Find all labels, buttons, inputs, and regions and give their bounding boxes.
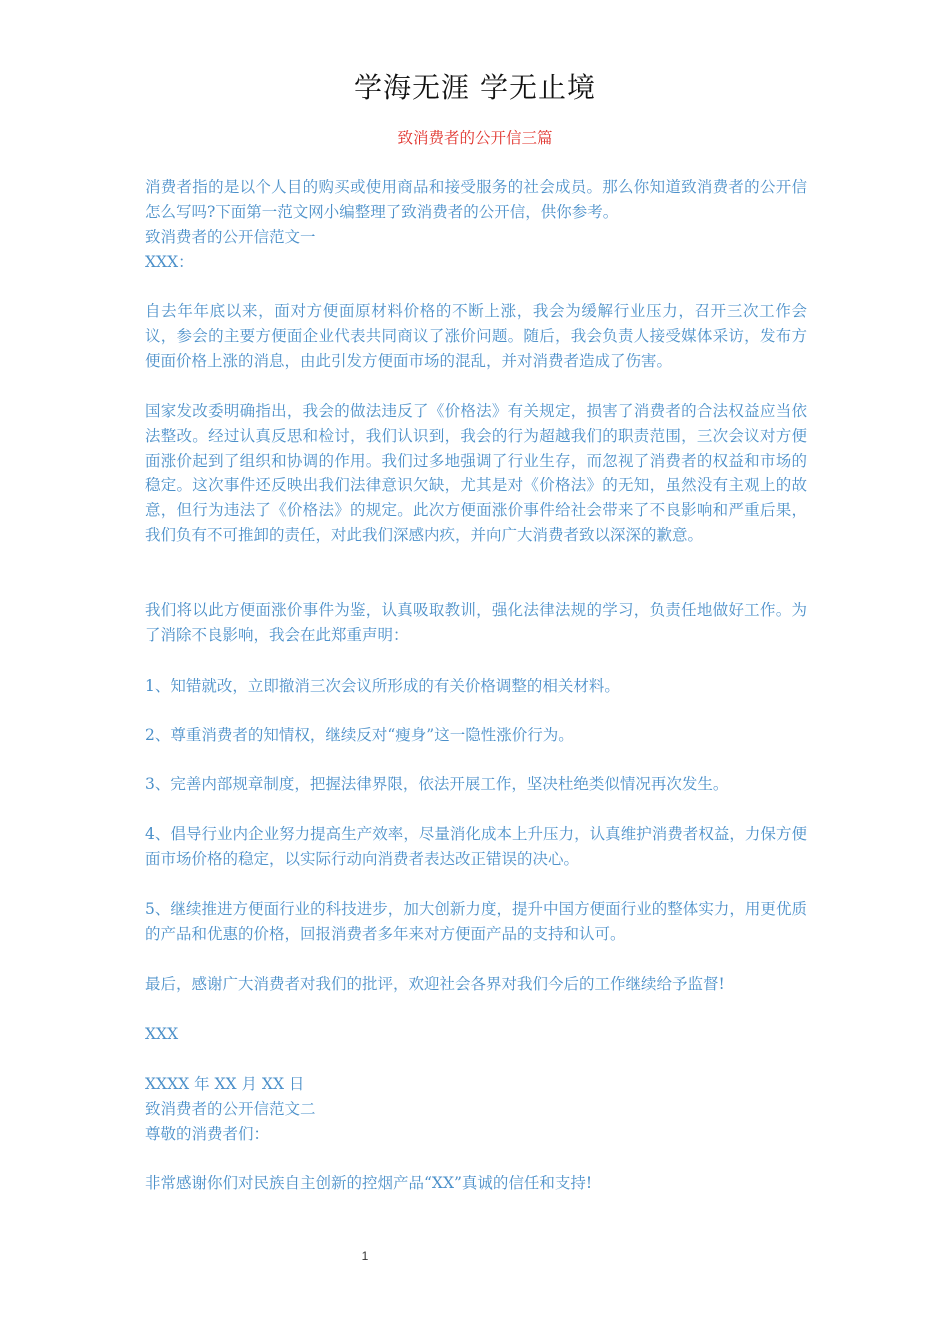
letter1-closing: 最后，感谢广大消费者对我们的批评，欢迎社会各界对我们今后的工作继续给予监督! [145,975,725,993]
sample2-title: 致消费者的公开信范文二 [145,1100,316,1118]
letter1-paragraph-3: 我们将以此方便面涨价事件为鉴，认真吸取教训，强化法律法规的学习，负责任地做好工作。为了消除不良影响，我会在此郑重声明： [145,601,807,644]
list-item-5: 5、继续推进方便面行业的科技进步，加大创新力度，提升中国方便面行业的整体实力，用更优质的产品和优惠的价格，回报消费者多年来对方便面产品的支持和认可。 [145,900,807,943]
list-item-4: 4、倡导行业内企业努力提高生产效率，尽量消化成本上升压力，认真维护消费者权益，力保方便面市场价格的稳定，以实际行动向消费者表达改正错误的决心。 [145,825,807,868]
letter1-signature: XXX [145,1025,179,1043]
sample1-title: 致消费者的公开信范文一 [145,228,316,246]
letter2-paragraph-1: 非常感谢你们对民族自主创新的控烟产品“XX”真诚的信任和支持! [145,1174,593,1192]
letter1-paragraph-2: 国家发改委明确指出，我会的做法违反了《价格法》有关规定，损害了消费者的合法权益应当依法整改。经过认真反思和检讨，我们认识到，我会的行为超越我们的职责范围，三次会议对方便面涨价起到了组织和协调的作用。我们过多地强调了行业生存，而忽视了消费者的权益和市场的稳定。这次事件还反映出我们法律意识欠缺，尤其是对《价格法》的无知，虽然没有主观上的故意，但行为违法了《价格法》的规定。此次方便面涨价事件给社会带来了不良影响和严重后果，我们负有不可推卸的责任，对此我们深感内疚，并向广大消费者致以深深的歉意。 [145,402,807,544]
list-item-1: 1、知错就改，立即撤消三次会议所形成的有关价格调整的相关材料。 [145,677,620,695]
intro-paragraph: 消费者指的是以个人目的购买或使用商品和接受服务的社会成员。那么你知道致消费者的公开信怎么写吗?下面第一范文网小编整理了致消费者的公开信，供你参考。 [145,178,807,221]
letter1-paragraph-1: 自去年年底以来，面对方便面原材料价格的不断上涨，我会为缓解行业压力，召开三次工作会议，参会的主要方便面企业代表共同商议了涨价问题。随后，我会负责人接受媒体采访，发布方便面价格上涨的消息，由此引发方便面市场的混乱，并对消费者造成了伤害。 [145,302,807,370]
page-title: 学海无涯 学无止境 [354,71,596,104]
document-subtitle: 致消费者的公开信三篇 [397,129,553,147]
letter2-salutation: 尊敬的消费者们： [145,1125,270,1143]
letter1-date: XXXX 年 XX 月 XX 日 [145,1075,305,1093]
list-item-3: 3、完善内部规章制度，把握法律界限，依法开展工作，坚决杜绝类似情况再次发生。 [145,775,729,793]
letter1-salutation: XXX： [145,253,194,271]
page-number: 1 [361,1249,369,1263]
list-item-2: 2、尊重消费者的知情权，继续反对“瘦身”这一隐性涨价行为。 [145,726,574,744]
